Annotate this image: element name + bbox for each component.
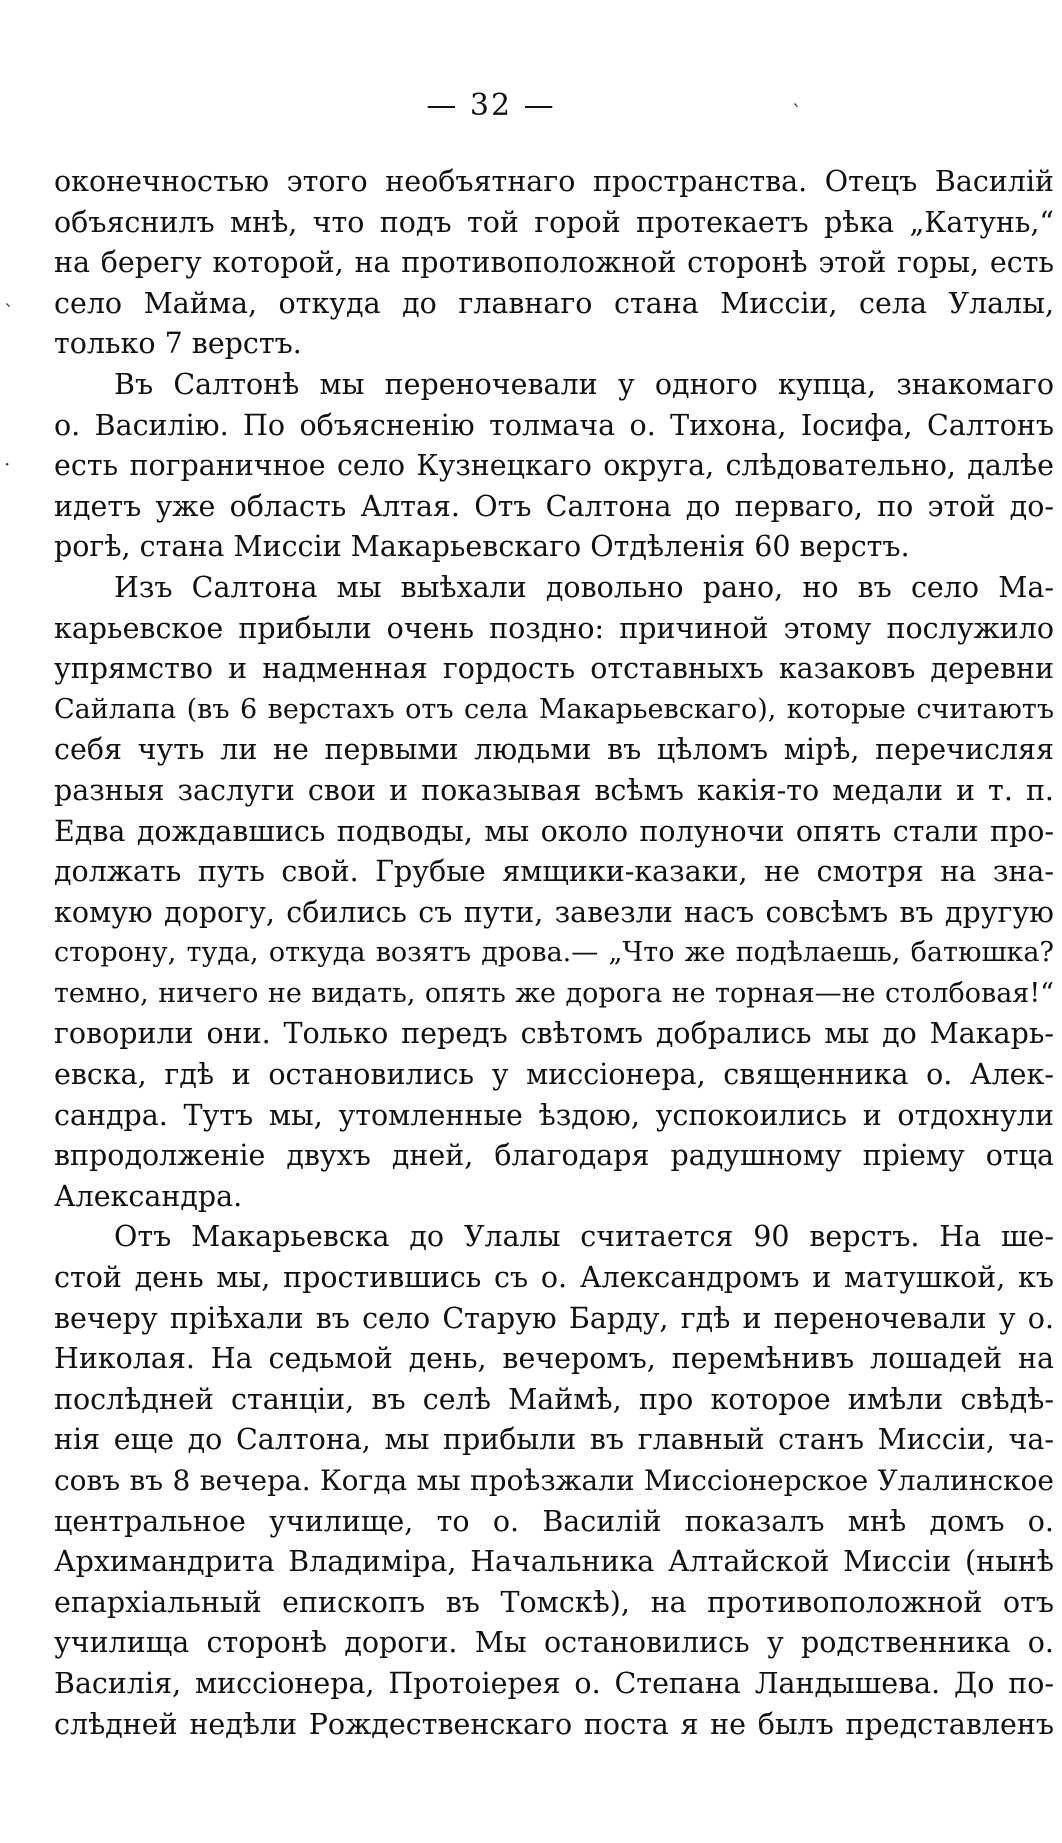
text-line: центральное училище, то о. Василій показалъ мнѣ домъ о. (54, 1504, 1054, 1538)
text-line: Архимандрита Владиміра, Начальника Алтайской Миссіи (нынѣ (54, 1545, 1054, 1579)
text-line: на берегу которой, на противоположной сторонѣ этой горы, есть (54, 246, 1054, 280)
text-line: стой день мы, простившись съ о. Александромъ и матушкой, къ (54, 1261, 1054, 1295)
text-line: нія еще до Салтона, мы прибыли въ главный станъ Миссіи, ча- (54, 1423, 1054, 1457)
text-line: сандра. Тутъ мы, утомленные ѣздою, успокоились и отдохнули (54, 1098, 1054, 1132)
text-line: Въ Салтонѣ мы переночевали у одного купца, знакомаго (114, 367, 1054, 401)
text-line: евска, гдѣ и остановились у миссіонера, священника о. Алек- (54, 1058, 1054, 1092)
text-line: Николая. На седьмой день, вечеромъ, перемѣнивъ лошадей на (54, 1342, 1054, 1376)
stray-mark: ˋ (792, 100, 802, 124)
text-line: впродолженіе двухъ дней, благодаря радушному пріему отца (54, 1139, 1054, 1173)
text-line: епархіальный епископъ въ Томскѣ), на противоположной отъ (54, 1585, 1054, 1619)
text-line: сторону, туда, откуда возятъ дрова.— „Что же подѣлаешь, батюшка? (54, 937, 1054, 969)
text-line: о. Василію. По объясненію толмача о. Тихона, Іосифа, Салтонъ (54, 408, 1054, 442)
text-line: вечеру пріѣхали въ село Старую Барду, гдѣ и переночевали у о. (54, 1301, 1054, 1335)
text-line: говорили они. Только передъ свѣтомъ добрались мы до Макарь- (54, 1017, 1054, 1051)
stray-mark: · (4, 452, 11, 476)
text-line: послѣдней станціи, въ селѣ Маймѣ, про которое имѣли свѣдѣ- (54, 1382, 1054, 1416)
text-line: оконечностью этого необъятнаго пространства. Отецъ Василій (54, 165, 1054, 198)
text-line: разныя заслуги свои и показывая всѣмъ какія-то медали и т. п. (54, 773, 1054, 807)
text-line: село Майма, откуда до главнаго стана Миссіи, села Улалы, (54, 286, 1054, 320)
text-line: Василія, миссіонера, Протоіерея о. Степана Ландышева. До по- (54, 1666, 1054, 1700)
text-line: только 7 верстъ. (54, 327, 302, 361)
text-line: совъ въ 8 вечера. Когда мы проѣзжали Миссіонерское Улалинское (54, 1464, 1054, 1497)
text-line: Изъ Салтона мы выѣхали довольно рано, но въ село Ма- (114, 570, 1054, 604)
stray-mark: ˋ (4, 300, 14, 324)
text-line: темно, ничего не видать, опять же дорога не торная—не столбовая!“ (54, 977, 1054, 1009)
text-line: есть пограничное село Кузнецкаго округа, слѣдовательно, далѣе (54, 449, 1054, 483)
body-text (54, 162, 1054, 1745)
text-line: Едва дождавшись подводы, мы около полуночи опять стали про- (54, 814, 1054, 848)
page-number: — 32 — (426, 88, 556, 123)
text-line: объяснилъ мнѣ, что подъ той горой протекаетъ рѣка „Катунь,“ (54, 205, 1054, 239)
text-line: себя чуть ли не первыми людьми въ цѣломъ мірѣ, перечисляя (54, 733, 1054, 767)
text-line: карьевское прибыли очень поздно: причиной этому послужило (54, 611, 1054, 645)
text-line: идетъ уже область Алтая. Отъ Салтона до перваго, по этой до- (54, 489, 1054, 523)
text-line: слѣдней недѣли Рождественскаго поста я не былъ представленъ (54, 1707, 1054, 1741)
text-line: Сайлапа (въ 6 верстахъ отъ села Макарьевскаго), которые считаютъ (54, 693, 1054, 725)
text-line: Александра. (54, 1179, 243, 1213)
text-line: упрямство и надменная гордость отставныхъ казаковъ деревни (54, 652, 1054, 686)
text-line: рогѣ, стана Миссіи Макарьевскаго Отдѣленія 60 верстъ. (54, 530, 910, 564)
text-line: должать путь свой. Грубые ямщики-казаки, не смотря на зна- (54, 855, 1054, 889)
text-line: училища сторонѣ дороги. Мы остановились у родственника о. (54, 1626, 1054, 1660)
text-line: Отъ Макарьевска до Улалы считается 90 верстъ. На ше- (114, 1220, 1054, 1254)
text-line: комую дорогу, сбились съ пути, завезли насъ совсѣмъ въ другую (54, 895, 1054, 929)
